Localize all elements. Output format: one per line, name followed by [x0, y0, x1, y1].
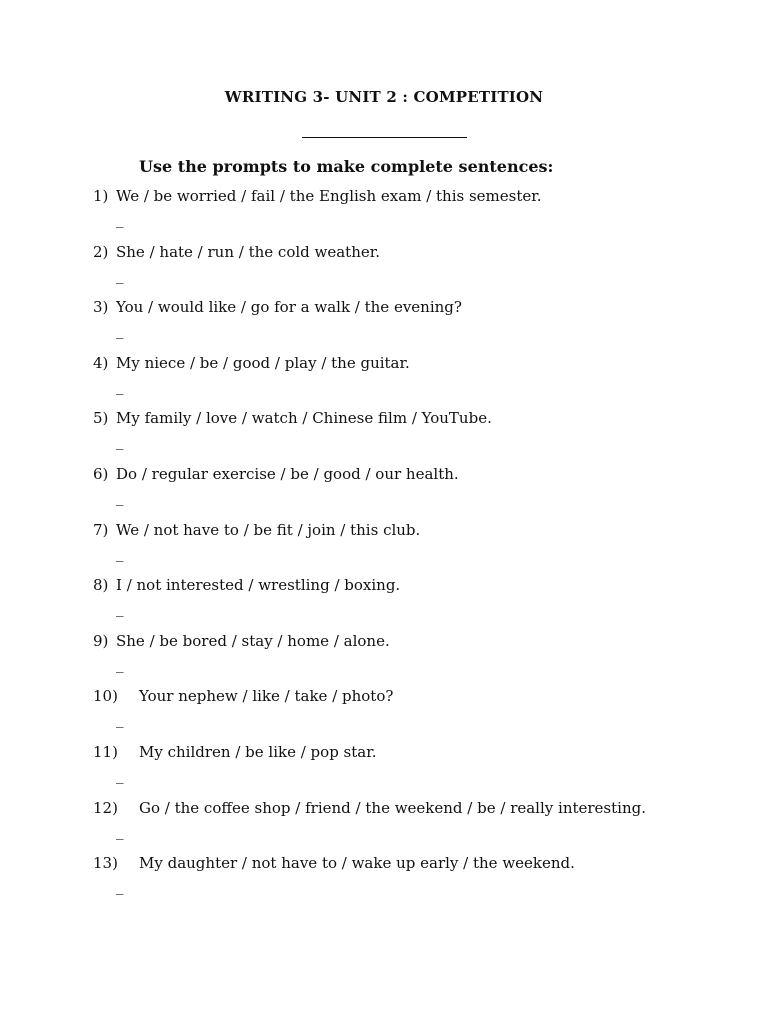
item-number: 9): [93, 632, 109, 650]
answer-blank: _: [116, 599, 124, 617]
item-prompt: I / not interested / wrestling / boxing.: [116, 576, 401, 594]
item-number: 2): [93, 243, 109, 261]
item-prompt: She / hate / run / the cold weather.: [116, 243, 381, 261]
item-number: 12): [93, 799, 118, 817]
item-number: 5): [93, 409, 109, 427]
item-number: 13): [93, 854, 118, 872]
answer-blank: _: [116, 488, 124, 506]
answer-blank: _: [116, 432, 124, 450]
answer-blank: _: [116, 822, 124, 840]
answer-blank: _: [116, 710, 124, 728]
answer-blank: _: [116, 321, 124, 339]
item-prompt: My family / love / watch / Chinese film / YouTube.: [116, 409, 492, 427]
answer-blank: _: [116, 877, 124, 895]
item-prompt: Go / the coffee shop / friend / the weekend / be / really interesting.: [139, 799, 646, 817]
item-prompt: My niece / be / good / play / the guitar.: [116, 354, 410, 372]
item-number: 10): [93, 687, 118, 705]
answer-blank: _: [116, 377, 124, 395]
answer-blank: _: [116, 266, 124, 284]
answer-blank: _: [116, 766, 124, 784]
worksheet-title: WRITING 3- UNIT 2 : COMPETITION: [224, 88, 544, 106]
item-number: 6): [93, 465, 109, 483]
item-prompt: Do / regular exercise / be / good / our health.: [116, 465, 459, 483]
instruction-text: Use the prompts to make complete sentences:: [139, 157, 554, 176]
item-prompt: My children / be like / pop star.: [139, 743, 377, 761]
answer-blank: _: [116, 210, 124, 228]
item-prompt: My daughter / not have to / wake up early / the weekend.: [139, 854, 575, 872]
item-number: 4): [93, 354, 109, 372]
item-number: 11): [93, 743, 118, 761]
answer-blank: _: [116, 655, 124, 673]
answer-blank: _: [116, 544, 124, 562]
item-number: 7): [93, 521, 109, 539]
item-prompt: She / be bored / stay / home / alone.: [116, 632, 390, 650]
title-underline-rule: [302, 137, 467, 138]
item-prompt: You / would like / go for a walk / the evening?: [116, 298, 462, 316]
item-number: 3): [93, 298, 109, 316]
item-number: 1): [93, 187, 109, 205]
item-number: 8): [93, 576, 109, 594]
item-prompt: Your nephew / like / take / photo?: [139, 687, 394, 705]
item-prompt: We / be worried / fail / the English exam / this semester.: [116, 187, 542, 205]
item-prompt: We / not have to / be fit / join / this club.: [116, 521, 421, 539]
